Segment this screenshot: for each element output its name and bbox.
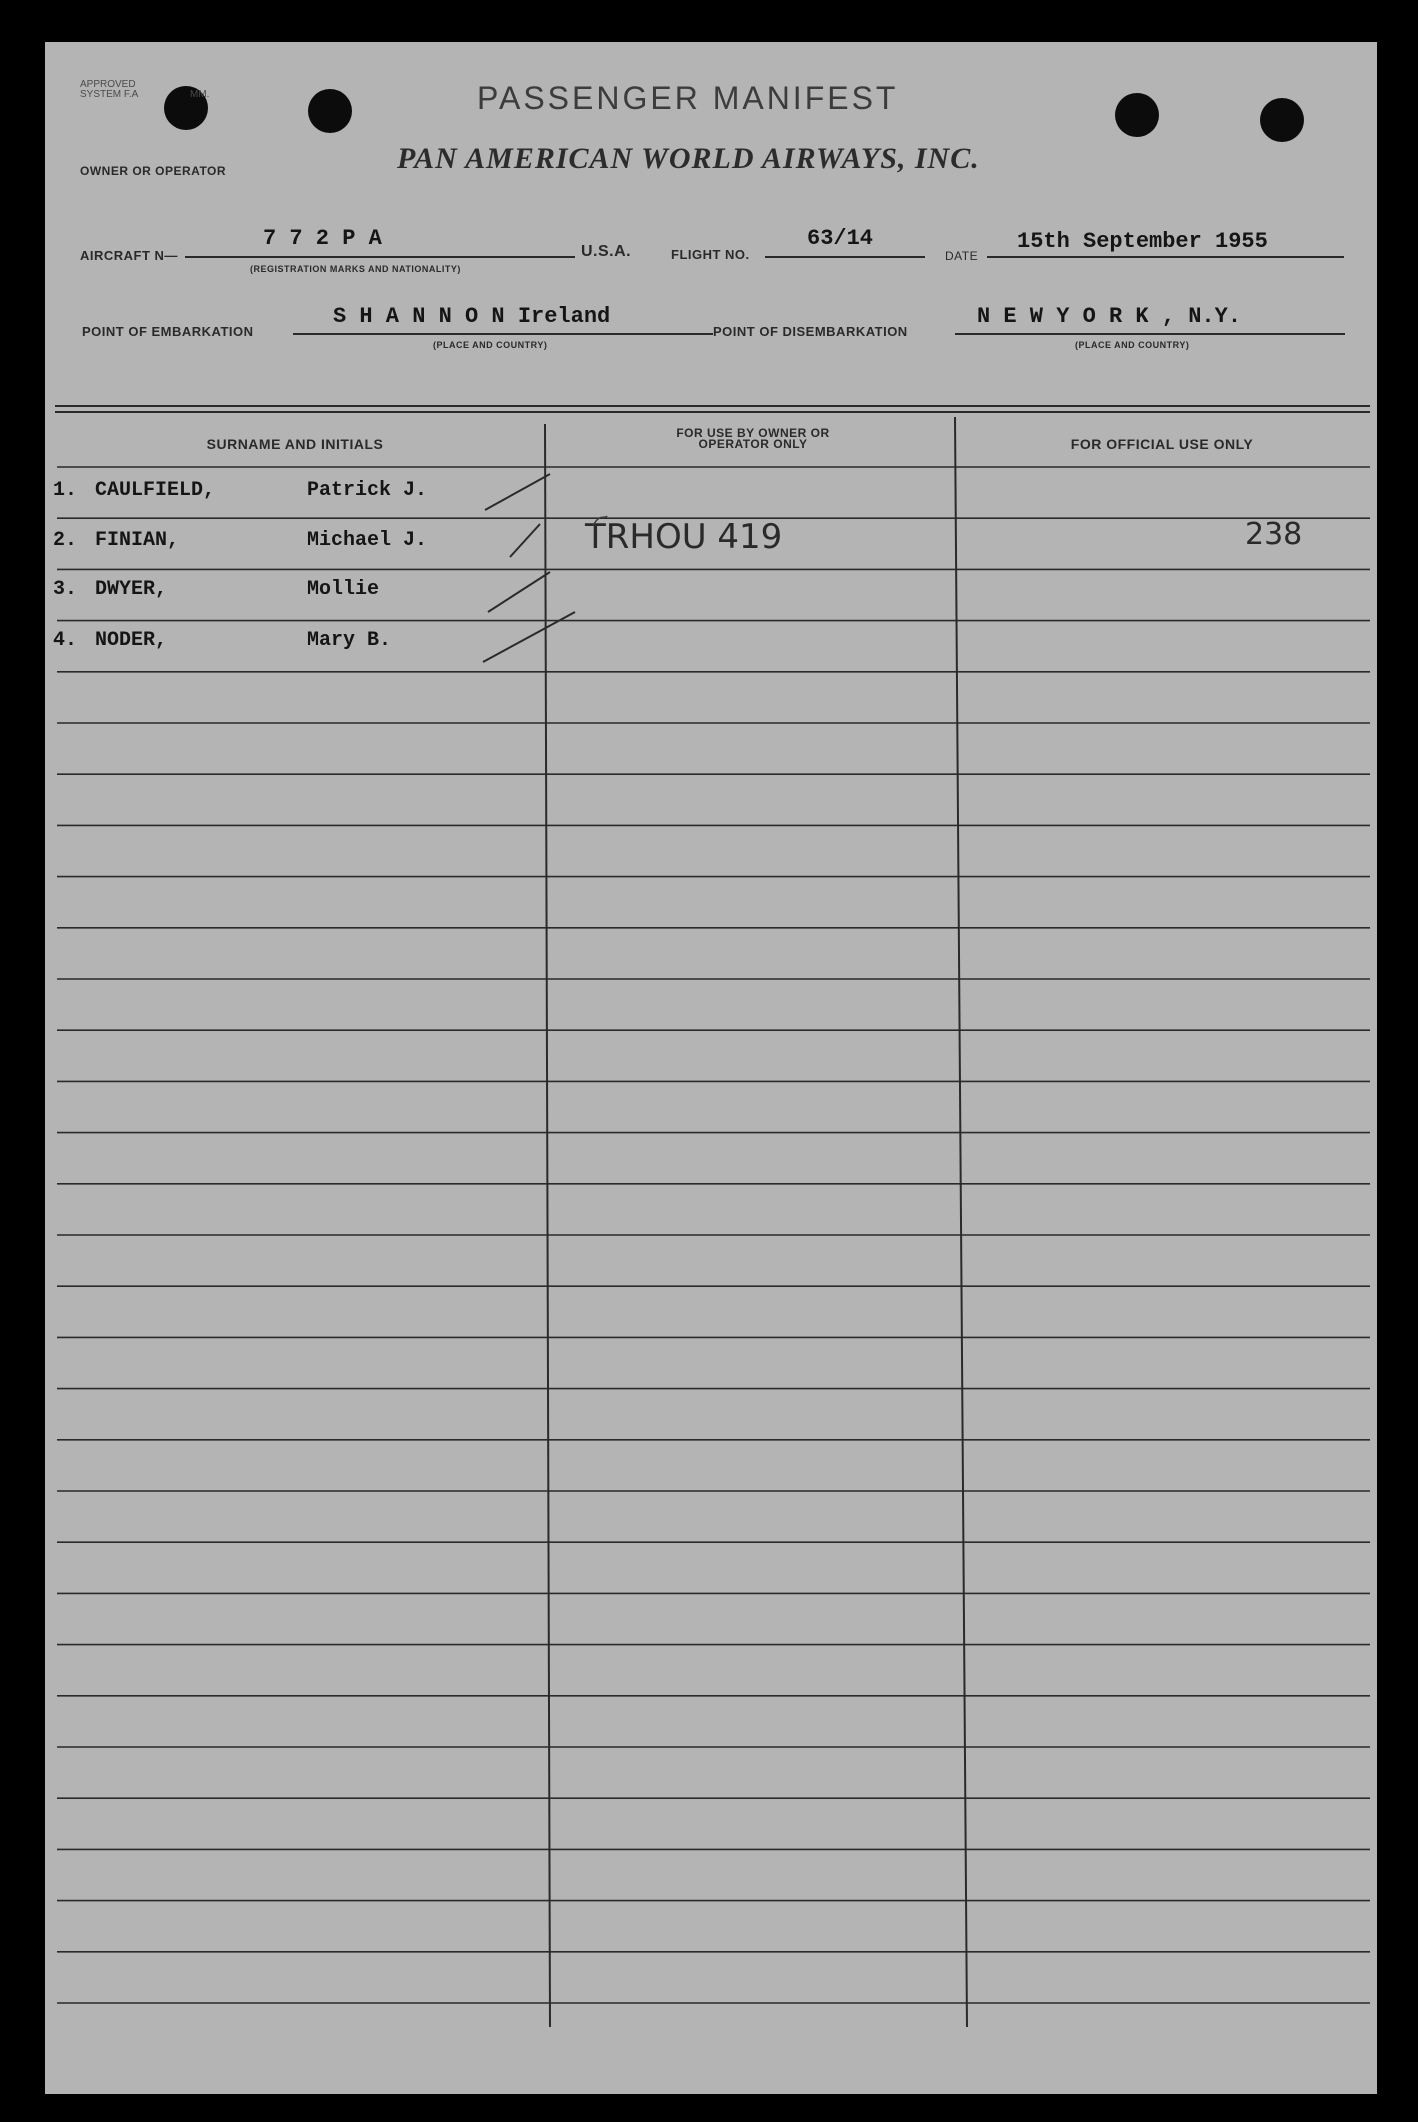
table-rules (45, 42, 1377, 2094)
disembark-place: N E W Y O R K , N.Y. (977, 304, 1242, 329)
passenger-surname: DWYER, (95, 578, 168, 601)
aircraft-number: 7 7 2 P A (263, 226, 382, 251)
column-divider (545, 424, 550, 2027)
passenger-number: 1. (53, 479, 78, 502)
stamp-line: APPROVED (80, 79, 136, 90)
passenger-initials: Mollie (307, 578, 380, 601)
column-header-owner-text: FOR USE BY OWNER OR OPERATOR ONLY (676, 426, 830, 451)
column-header-name: SURNAME AND INITIALS (206, 436, 384, 452)
column-header-owner (553, 428, 953, 450)
disembark-label: POINT OF DISEMBARKATION (713, 324, 908, 339)
official-note: 238 (1245, 517, 1303, 552)
passenger-surname: CAULFIELD, (95, 479, 216, 502)
stamp-line: MM. (190, 89, 210, 100)
passenger-number: 4. (53, 629, 78, 652)
passenger-initials: Mary B. (307, 629, 392, 652)
embark-label: POINT OF EMBARKATION (82, 324, 254, 339)
passenger-initials: Michael J. (307, 529, 428, 552)
flight-number: 63/14 (807, 226, 874, 251)
embark-sub: (PLACE AND COUNTRY) (433, 340, 548, 350)
passenger-number: 2. (53, 529, 78, 552)
owner-name: PAN AMERICAN WORLD AIRWAYS, INC. (397, 142, 980, 175)
aircraft-sub: (REGISTRATION MARKS AND NATIONALITY) (250, 264, 461, 274)
stamp-line: SYSTEM F.A (80, 89, 139, 100)
embark-place: S H A N N O N Ireland (333, 304, 611, 329)
date-label: DATE (945, 249, 979, 263)
disembark-sub: (PLACE AND COUNTRY) (1075, 340, 1190, 350)
owner-label: OWNER OR OPERATOR (80, 164, 227, 178)
manifest-page (45, 42, 1377, 2094)
column-divider (955, 417, 967, 2027)
nationality: U.S.A. (581, 243, 632, 260)
flight-label: FLIGHT NO. (671, 247, 750, 262)
flight-date: 15th September 1955 (1017, 229, 1268, 254)
passenger-initials: Patrick J. (307, 479, 428, 502)
page-title: PASSENGER MANIFEST (477, 80, 899, 116)
passenger-number: 3. (53, 578, 78, 601)
column-header-official: FOR OFFICIAL USE ONLY (1070, 436, 1254, 452)
passenger-surname: FINIAN, (95, 529, 180, 552)
owner-note: TRHOU 419 (585, 517, 783, 557)
passenger-surname: NODER, (95, 629, 168, 652)
aircraft-label: AIRCRAFT N— (80, 248, 178, 263)
